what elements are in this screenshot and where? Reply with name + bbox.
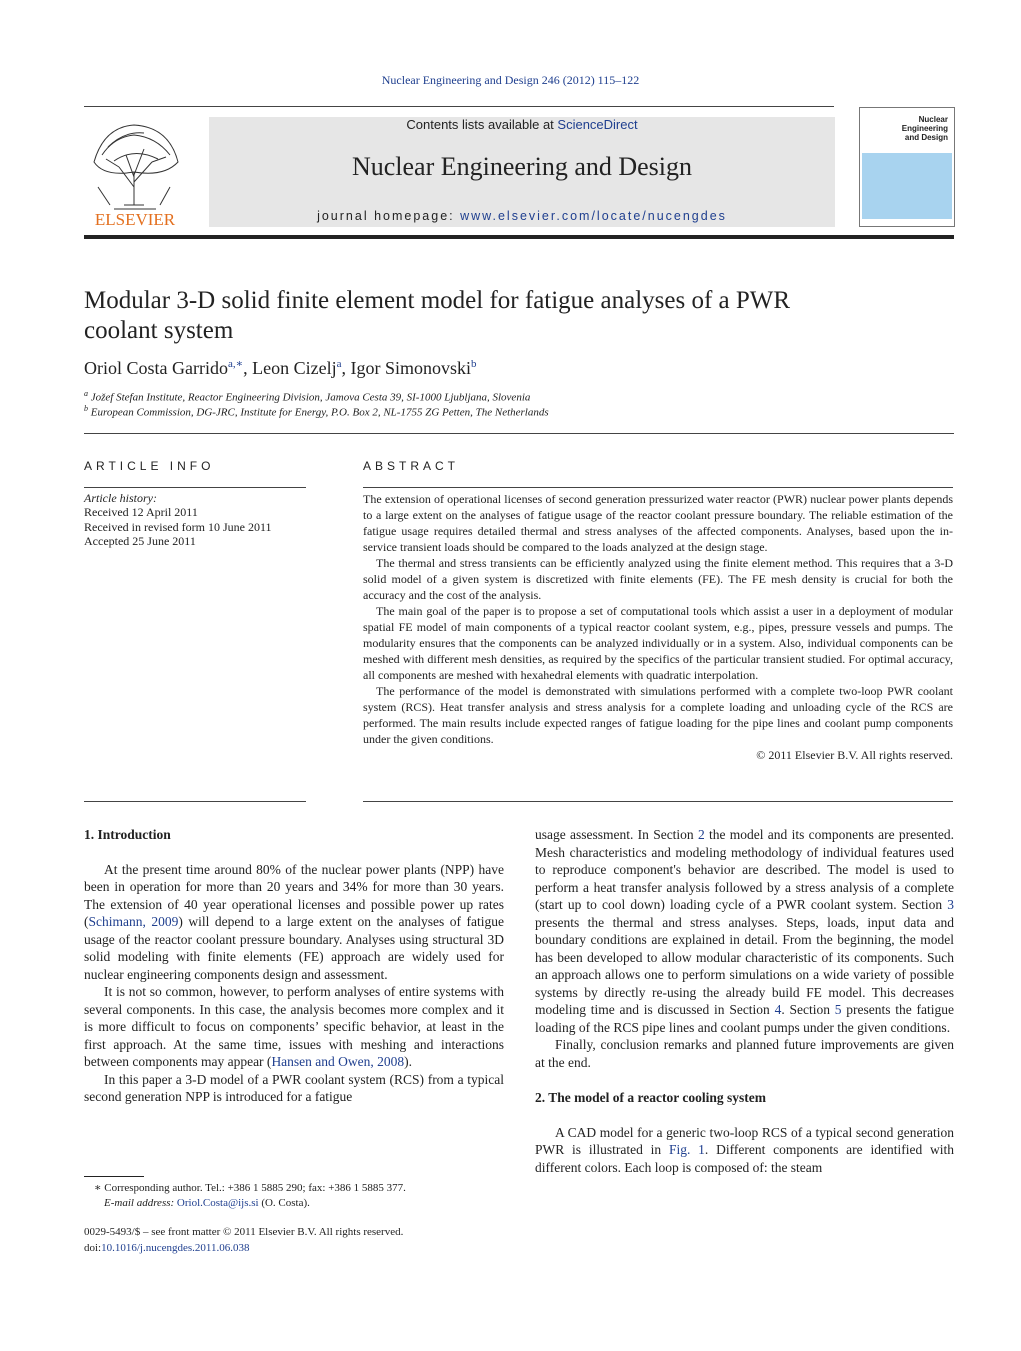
contents-prefix: Contents lists available at	[406, 117, 558, 132]
affiliation-marker: b	[84, 404, 88, 413]
doi-link[interactable]: 10.1016/j.nucengdes.2011.06.038	[101, 1241, 250, 1254]
abstract-paragraph: The main goal of the paper is to propose a set of computational tools which assist a user in a deployment of modular spatial FE model of main components of a typical reactor coolant system, e.g., pipes, pressure vessels and pumps. The modularity ensures that the components can be analyzed individually or in a system. Also, individual components can be meshed with different mesh densities, as required by the specifics of the particular transient studied. For optimal accuracy, all components are meshed with hexahedral elements with quadratic interpolation.	[363, 604, 953, 682]
affiliation-text: European Commission, DG-JRC, Institute for Energy, P.O. Box 2, NL-1755 ZG Petten, The Netherlands	[90, 406, 549, 419]
front-matter	[84, 1225, 403, 1256]
elsevier-wordmark: ELSEVIER	[94, 210, 176, 229]
issn-line: 0029-5493/$ – see front matter © 2011 Elsevier B.V. All rights reserved.	[84, 1226, 404, 1238]
abstract-paragraph: The extension of operational licenses of second generation pressurized water reactor (PWR) nuclear power plants depends to a large extent on the analyses of fatigue usage of the reactor coolant pressure boundary. The reliable estimation of the fatigue usage requires detailed thermal and stress analyses of the affected components. Analyses, based upon the in-service transient loads should be compared to the loads analyzed at the design stage.	[363, 492, 953, 554]
abstract-rule	[363, 487, 953, 488]
affiliation-b	[84, 404, 549, 419]
section-heading: 1. Introduction	[84, 827, 171, 842]
accepted-date: Accepted 25 June 2011	[84, 534, 196, 549]
abstract-copyright: © 2011 Elsevier B.V. All rights reserved.	[756, 748, 953, 762]
article-title: Modular 3-D solid finite element model for fatigue analyses of a PWR coolant system	[84, 287, 791, 344]
received-date: Received 12 April 2011	[84, 505, 198, 520]
abstract-paragraph: The performance of the model is demonstrated with simulations performed with a complete two-loop PWR coolant system (RCS). Heat transfer analysis and stress analysis for a complete loading and unloading cycle of the RCS are performed. The main results include expected ranges of fatigue loading for the pipe lines and coolant pump components under the given conditions.	[363, 684, 953, 746]
body-paragraph: In this paper a 3-D model of a PWR coolant system (RCS) from a typical second generation NPP is introduced for a fatigue	[84, 1071, 504, 1104]
citation-link[interactable]: Schimann, 2009	[88, 914, 179, 929]
author-affil-marker[interactable]: b	[470, 358, 477, 370]
footnote-contact: ∗ Corresponding author. Tel.: +386 1 5885 290; fax: +386 1 5885 377.	[94, 1182, 406, 1194]
journal-homepage	[209, 209, 835, 223]
journal-citation[interactable]: Nuclear Engineering and Design 246 (2012) 115–122	[381, 73, 640, 87]
body-paragraph: Finally, conclusion remarks and planned future improvements are given at the end.	[535, 1037, 954, 1070]
affiliation-text: Jožef Stefan Institute, Reactor Engineering Division, Jamova Cesta 39, SI-1000 Ljubljana, Slovenia	[90, 391, 531, 404]
masthead-thick-rule	[84, 235, 954, 239]
citation-link[interactable]: Hansen and Owen, 2008	[271, 1054, 405, 1069]
article-info-heading: ARTICLE INFO	[84, 459, 215, 473]
corresponding-author-footnote	[84, 1181, 504, 1211]
email-link[interactable]: Oriol.Costa@ijs.si	[176, 1197, 259, 1209]
elsevier-tree-icon	[84, 117, 186, 229]
elsevier-logo	[84, 117, 186, 229]
footnote-email: E-mail address: Oriol.Costa@ijs.si (O. Costa).	[104, 1197, 310, 1209]
homepage-prefix: journal homepage:	[317, 209, 461, 223]
cover-title-line2: and Design	[904, 133, 948, 142]
header-rule	[84, 106, 834, 107]
doi-line: doi:10.1016/j.nucengdes.2011.06.038	[84, 1241, 250, 1254]
footnote-rule	[84, 1176, 144, 1177]
affiliation-a	[84, 389, 530, 404]
section-heading: 2. The model of a reactor cooling system	[535, 1090, 766, 1105]
abstract-body	[363, 491, 953, 763]
abstract-bottom-rule	[363, 801, 953, 802]
revised-date: Received in revised form 10 June 2011	[84, 519, 272, 534]
cover-image	[862, 153, 952, 219]
body-paragraph: A CAD model for a generic two-loop RCS of a typical second generation PWR is illustrated in Fig. 1. Different components are identified with different colors. Each loop is composed of: the steam	[535, 1124, 954, 1175]
cover-title-line1: Nuclear Engineering	[901, 115, 948, 133]
section-link[interactable]: 2	[697, 827, 705, 842]
homepage-link[interactable]: www.elsevier.com/locate/nucengdes	[460, 209, 727, 223]
sciencedirect-link[interactable]: ScienceDirect	[557, 117, 638, 132]
history-label: Article history:	[84, 491, 157, 505]
body-column-right	[535, 826, 954, 1176]
cover-title	[884, 115, 948, 142]
section-link[interactable]: 5	[834, 1002, 842, 1017]
body-paragraph: It is not so common, however, to perform analyses of entire systems with several components. In this case, the analysis becomes more complex and it is more difficult to focus on components’ specific behavior, at least in the first approach. At the same time, issues with meshing and interactions between components may appear (Hansen and Owen, 2008).	[84, 984, 504, 1069]
affiliation-marker: a	[84, 389, 88, 398]
body-paragraph: usage assessment. In Section 2 the model and its components are presented. Mesh characteristics and modeling methodology of individual features used to reproduce component's behavior are described. The model is used to perform a heat transfer analysis followed by a stress analysis of a complete (start up to cool down) loading cycle of a PWR coolant system. Section 3 presents the thermal and stress analyses. Steps, loads, input data and boundary conditions are explained in detail. From the beginning, the model has been developed to allow modular characteristic of its components. Such an approach allows one to perform simulations on a wide variety of possible systems by directly re-using the already build FE model. This decreases modeling time and is discussed in Section 4. Section 5 presents the fatigue loading of the RCS pipe lines and coolant pumps under the given conditions.	[535, 827, 954, 1035]
author-name[interactable]: Leon Cizelj	[252, 358, 337, 378]
contents-line	[209, 117, 835, 132]
author-affil-marker[interactable]: a	[336, 358, 342, 370]
abstract-paragraph: The thermal and stress transients can be efficiently analyzed using the finite element method. This requires that a 3-D solid model of a given system is discretized with finite elements (FE). The FE mesh density is crucial for both the accuracy and the cost of the analysis.	[363, 556, 953, 602]
section-link[interactable]: 4	[774, 1002, 782, 1017]
article-history	[84, 491, 272, 549]
journal-cover-thumbnail[interactable]	[859, 107, 955, 227]
author-list: Oriol Costa Garrido$^{a,∗}$, Leon Cizelj$^a$, Igor Simonovski$^b$	[84, 358, 477, 378]
author-name[interactable]: Igor Simonovski	[350, 358, 471, 378]
author-name[interactable]: Oriol Costa Garrido	[84, 358, 228, 378]
author-affil-marker[interactable]: a,∗	[227, 358, 244, 370]
article-info-rule	[84, 487, 306, 488]
title-rule	[84, 433, 954, 434]
journal-title: Nuclear Engineering and Design	[351, 152, 693, 181]
body-paragraph: At the present time around 80% of the nuclear power plants (NPP) have been in operation for more than 20 years and 34% for more than 30 years. The extension of 40 year operational licenses and possible power up rates (Schimann, 2009) will depend to a large extent on the analyses of fatigue usage of the reactor coolant pressure boundary. Analyses using structural 3D solid modeling with finite elements (FE) approach are widely used for nuclear engineering components design and assessment.	[84, 861, 504, 982]
article-info-bottom-rule	[84, 801, 306, 802]
abstract-heading: ABSTRACT	[363, 459, 460, 473]
section-link[interactable]: 3	[947, 897, 954, 912]
figure-link[interactable]: Fig. 1	[668, 1142, 705, 1157]
body-column-left	[84, 826, 504, 1106]
